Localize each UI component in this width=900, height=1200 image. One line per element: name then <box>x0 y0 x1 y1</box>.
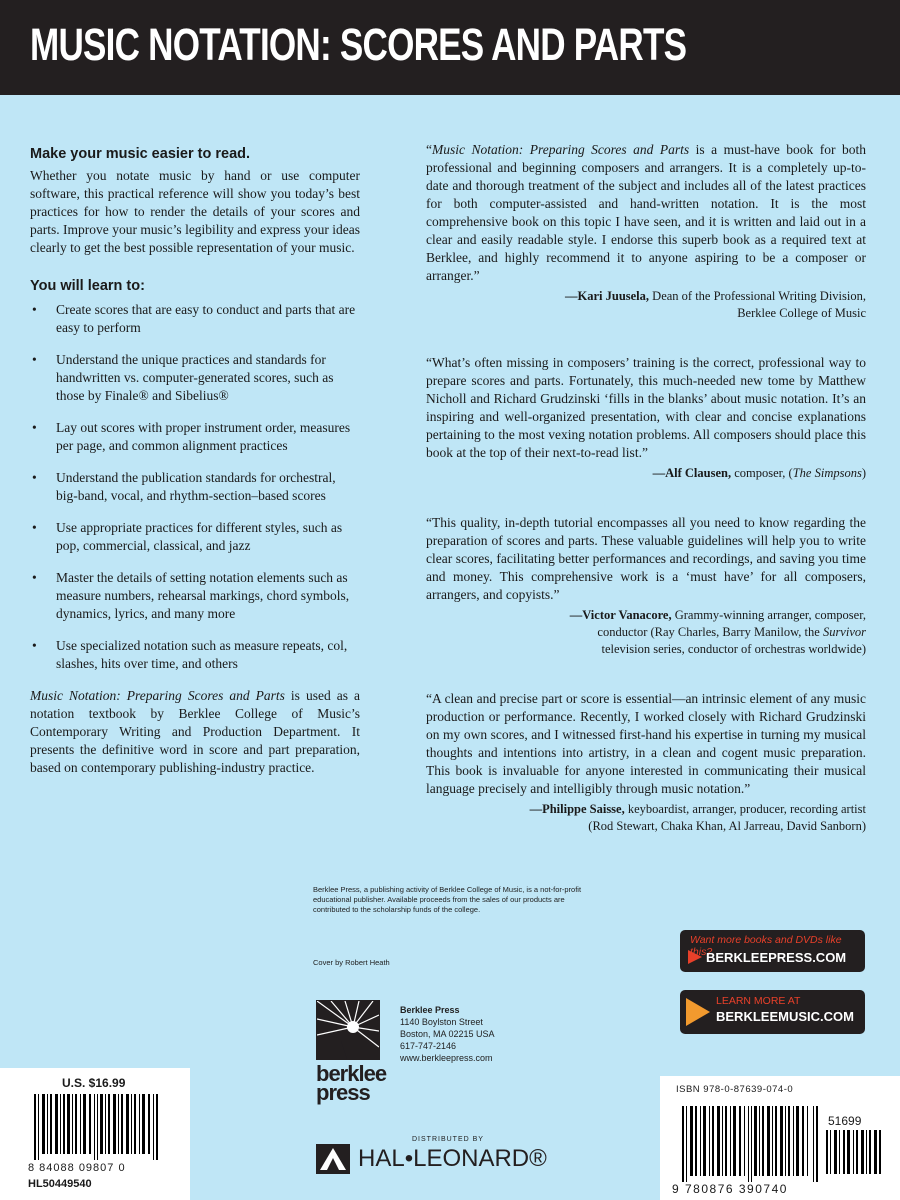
attribution-org: Berklee College of Music <box>737 306 866 320</box>
attribution-name: —Kari Juusela, <box>565 289 650 303</box>
attribution-role: keyboardist, arranger, producer, recording artist <box>624 802 866 816</box>
list-item <box>30 419 360 455</box>
addon-code: 51699 <box>828 1114 862 1128</box>
product-code: HL50449540 <box>28 1178 92 1190</box>
quote-attribution <box>426 801 866 835</box>
heading-easier: Make your music easier to read. <box>30 146 251 162</box>
learn-list <box>30 301 360 673</box>
attribution-role: Grammy-winning arranger, composer, <box>671 608 866 622</box>
quote-text: “What’s often missing in composers’ training is the correct, professional way to prepare scores and parts. Fortunately, this much-needed new tome by Matthew Nicholl and Richard Grudzinski ‘fills in the blanks’ about music notation. It’s an inspiring and well-organized presentation, with clear and concise explanations pertaining to the most vexing notation problems. All composers should place this book at the top of their next-to-read list.” <box>426 355 866 460</box>
address-street: 1140 Boylston Street <box>400 1017 483 1027</box>
bullet-icon: • <box>32 352 37 367</box>
address-web[interactable]: www.berkleepress.com <box>400 1053 493 1063</box>
list-item <box>30 637 360 673</box>
list-item <box>30 569 360 623</box>
open-quote: “ <box>426 142 432 157</box>
hal-leonard-logo <box>316 1144 547 1174</box>
attribution-paren: ) <box>861 466 866 480</box>
addon-barcode-icon <box>826 1130 882 1174</box>
price-barcode-panel <box>0 1068 190 1200</box>
hal-leonard-wordmark: HAL•LEONARD® <box>358 1145 547 1172</box>
quote-juusela <box>426 141 866 322</box>
distributed-by: DISTRIBUTED BY <box>412 1136 484 1143</box>
bullet-icon: • <box>32 470 37 485</box>
attribution-credits: conductor (Ray Charles, Barry Manilow, the <box>597 625 823 639</box>
attribution-credits: (Rod Stewart, Chaka Khan, Al Jarreau, David Sanborn) <box>588 819 866 833</box>
berkleepress-badge[interactable] <box>680 930 865 972</box>
attribution-name: —Alf Clausen, <box>652 466 732 480</box>
isbn-barcode-panel <box>660 1076 900 1200</box>
publisher-note: Berklee Press, a publishing activity of Berklee College of Music, is a not-for-profit educational publisher. Available proceeds from the sales of our products are contributed to the scholarship funds of the college. <box>313 885 582 914</box>
left-column <box>30 145 360 777</box>
badge-url[interactable]: BERKLEEPRESS.COM <box>706 950 847 965</box>
quote-attribution <box>426 607 866 658</box>
list-item-text: Use appropriate practices for different styles, such as pop, commercial, classical, and jazz <box>56 520 343 553</box>
logo-burst-icon <box>316 1000 380 1060</box>
attribution-role: composer, ( <box>731 466 793 480</box>
badge-tagline: Want more books and DVDs like this? <box>690 934 842 958</box>
arrow-icon <box>686 998 710 1026</box>
logo-line-1: berklee <box>316 1061 387 1086</box>
bullet-icon: • <box>32 520 37 535</box>
quote-body: is a must-have book for both professional and beginning composers and arrangers. It is a completely up-to-date and thorough treatment of the subject and includes all of the latest practices for both computer-assisted and hand-written notation. It is the most comprehensive book on this topic I have seen, and it is written and laid out in a clear and easily readable style. I endorse this superb book as a required text at Berklee, and highly recommend it to anyone aspiring to be a composer or arranger.” <box>426 142 866 283</box>
hal-leonard-icon <box>316 1144 350 1174</box>
attribution-name: —Philippe Saisse, <box>529 802 625 816</box>
heading-learn: You will learn to: <box>30 278 145 294</box>
bullet-icon: • <box>32 570 37 585</box>
quote-attribution <box>426 465 866 482</box>
quote-book-title: Music Notation: Preparing Scores and Parts <box>432 142 690 157</box>
quote-text: “This quality, in-depth tutorial encompasses all you need to know regarding the preparation of scores and parts. These valuable guidelines will help you to write clear scores, facilitating better performances and recordings, and saving you time and money. This comprehensive work is a ‘must have’ for all composers, arrangers, and copyists.” <box>426 515 866 602</box>
badge-url[interactable]: BERKLEEMUSIC.COM <box>716 1009 854 1024</box>
attribution-role: Dean of the Professional Writing Division, <box>649 289 866 303</box>
isbn-barcode-icon <box>682 1106 822 1182</box>
isbn-number: 9 780876 390740 <box>672 1182 788 1196</box>
right-column <box>426 141 866 835</box>
quote-saisse <box>426 690 866 835</box>
list-item-text: Master the details of setting notation elements such as measure numbers, rehearsal markings, chord symbols, dynamics, lyrics, and many more <box>56 570 350 621</box>
isbn-label: ISBN 978-0-87639-074-0 <box>676 1084 794 1095</box>
berkleemusic-badge[interactable] <box>680 990 865 1034</box>
list-item-text: Lay out scores with proper instrument order, measures per page, and common alignment practices <box>56 420 351 453</box>
book-title: MUSIC NOTATION: SCORES AND PARTS <box>30 19 687 70</box>
publisher-address <box>400 1004 495 1064</box>
quote-attribution <box>426 288 866 322</box>
logo-wordmark <box>316 1061 387 1105</box>
price-label: U.S. $16.99 <box>62 1076 126 1090</box>
closing-title: Music Notation: Preparing Scores and Parts <box>30 688 285 703</box>
bullet-icon: • <box>32 302 37 317</box>
list-item <box>30 469 360 505</box>
list-item-text: Create scores that are easy to conduct and parts that are easy to perform <box>56 302 356 335</box>
list-item-text: Understand the publication standards for orchestral, big-band, vocal, and rhythm-section–based scores <box>56 470 336 503</box>
quote-clausen <box>426 354 866 482</box>
intro-paragraph: Whether you notate music by hand or use computer software, this practical reference will show you today’s best practices for how to render the details of your scores and parts. Improve your music’s legibility and express your ideas clearly to get the best possible representation of your music. <box>30 168 360 255</box>
list-item <box>30 351 360 405</box>
attribution-credits-2: television series, conductor of orchestras worldwide) <box>601 642 866 656</box>
quote-vanacore <box>426 514 866 658</box>
attribution-name: —Victor Vanacore, <box>569 608 672 622</box>
list-item-text: Use specialized notation such as measure repeats, col, slashes, hits over time, and others <box>56 638 348 671</box>
attribution-show: The Simpsons <box>792 466 862 480</box>
badge-tagline: LEARN MORE AT <box>716 995 801 1007</box>
address-city: Boston, MA 02215 USA <box>400 1029 495 1039</box>
bullet-icon: • <box>32 420 37 435</box>
upc-number: 8 84088 09807 0 <box>28 1162 126 1174</box>
list-item <box>30 301 360 337</box>
address-name: Berklee Press <box>400 1005 460 1015</box>
bullet-icon: • <box>32 638 37 653</box>
list-item <box>30 519 360 555</box>
list-item-text: Understand the unique practices and standards for handwritten vs. computer-generated scores, such as those by Finale® and Sibelius® <box>56 352 334 403</box>
berklee-press-logo <box>316 1000 387 1105</box>
arrow-icon <box>688 950 702 964</box>
attribution-show: Survivor <box>822 625 866 639</box>
address-phone: 617-747-2146 <box>400 1041 457 1051</box>
quote-text: “A clean and precise part or score is essential—an intrinsic element of any music production or performance. Recently, I worked closely with Richard Grudzinski on my own scores, and I witnessed first-hand his expertise in turning my musical thoughts and intentions into artistry, in a clean and cogent music preparation. This book is invaluable for anyone interested in communicating their musical language precisely and intelligibly through music notation.” <box>426 691 866 796</box>
barcode-icon <box>34 1094 160 1160</box>
logo-line-2: press <box>316 1080 370 1105</box>
closing-text: is used as a notation textbook by Berklee College of Music’s Contemporary Writing and Production Department. It presents the definitive word in score and part preparation, based on contemporary publishing-industry practice. <box>30 688 360 775</box>
header-bar <box>0 0 900 95</box>
cover-credit: Cover by Robert Heath <box>313 958 390 967</box>
quote-text <box>426 141 866 285</box>
closing-paragraph <box>30 687 360 777</box>
